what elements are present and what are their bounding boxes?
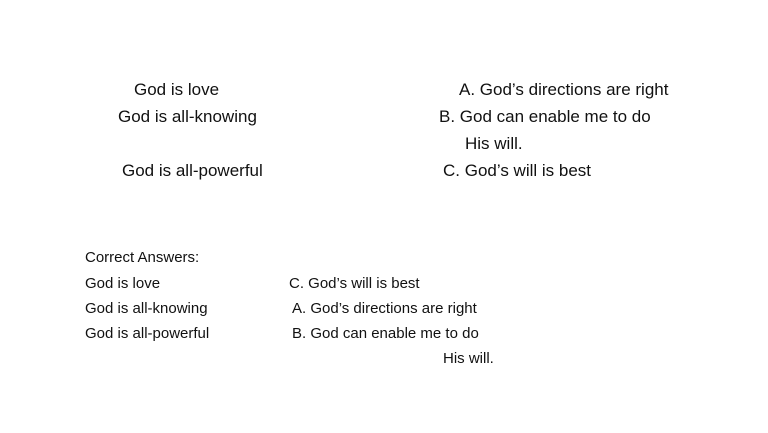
- answer-right-item: C. God’s will is best: [289, 275, 420, 292]
- matching-left-item: God is all-knowing: [118, 107, 257, 126]
- answer-left-item: God is love: [85, 275, 161, 292]
- matching-right-item: B. God can enable me to do: [439, 107, 651, 126]
- answer-left-item: God is all-knowing: [85, 300, 208, 317]
- matching-right-item: A. God’s directions are right: [459, 80, 669, 99]
- answer-right-item-continuation: His will.: [443, 350, 494, 367]
- answer-left-item: God is all-powerful: [85, 325, 210, 342]
- matching-left-item: God is all-powerful: [122, 161, 263, 180]
- matching-left-item: God is love: [134, 80, 220, 99]
- answer-right-item: A. God’s directions are right: [292, 300, 477, 317]
- matching-right-item: C. God’s will is best: [443, 161, 592, 180]
- answer-right-item: B. God can enable me to do: [292, 325, 479, 342]
- correct-answers-heading: Correct Answers:: [85, 249, 200, 266]
- matching-right-item-continuation: His will.: [465, 134, 523, 153]
